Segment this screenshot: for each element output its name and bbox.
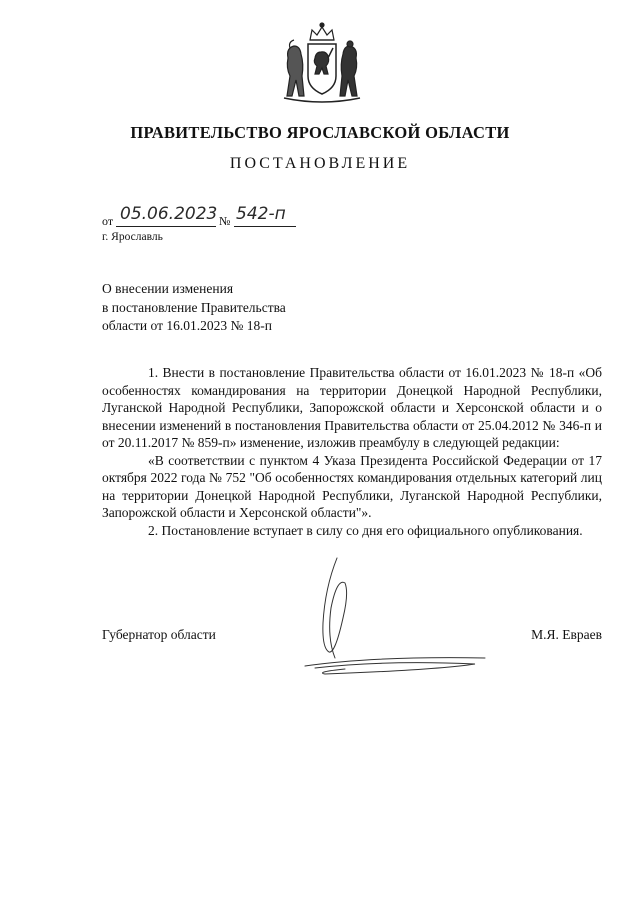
date-underline bbox=[116, 226, 216, 227]
body-paragraph: «В соответствии с пунктом 4 Указа Президента Российской Федерации от 17 октября 2022 года № 752 "Об особенностях командирования отдельных категорий лиц на территории Донецкой Народной Республики, Луганской Народной Республики, Запорожской области и Херсонской области"». bbox=[102, 452, 602, 520]
issue-city: г. Ярославль bbox=[102, 231, 163, 243]
number-underline bbox=[234, 226, 296, 227]
government-title: ПРАВИТЕЛЬСТВО ЯРОСЛАВСКОЙ ОБЛАСТИ bbox=[130, 123, 510, 142]
document-type-title: ПОСТАНОВЛЕНИЕ bbox=[229, 155, 411, 172]
subject-line: в постановление Правительства bbox=[102, 299, 286, 315]
document-number: 542-п bbox=[236, 204, 286, 224]
document-subject bbox=[102, 280, 362, 336]
handwritten-signature bbox=[285, 548, 495, 698]
body-paragraph: 2. Постановление вступает в силу со дня его официального опубликования. bbox=[148, 522, 583, 538]
date-prefix: от bbox=[102, 214, 114, 228]
subject-line: О внесении изменения bbox=[102, 281, 234, 296]
body-paragraph: 1. Внести в постановление Правительства области от 16.01.2023 № 18-п «Об особенностях командирования на территории Донецкой Народной Республики, Луганской Народной Республики, Запорожской области и Херсонской области и о внесении изменений в постановления Правительства области от 25.04.2012 № 346-п и от 20.11.2017 № 859-п» изменение, изложив преамбулу в следующей редакции: bbox=[102, 365, 602, 450]
document-body bbox=[102, 364, 602, 539]
document-date: 05.06.2023 bbox=[120, 204, 218, 224]
number-prefix: № bbox=[219, 214, 231, 228]
coat-of-arms-icon bbox=[276, 18, 368, 110]
date-number-line bbox=[102, 204, 322, 232]
signatory-position: Губернатор области bbox=[102, 627, 216, 642]
subject-line: области от 16.01.2023 № 18-п bbox=[102, 318, 272, 333]
signatory-name: М.Я. Евраев bbox=[531, 627, 602, 642]
